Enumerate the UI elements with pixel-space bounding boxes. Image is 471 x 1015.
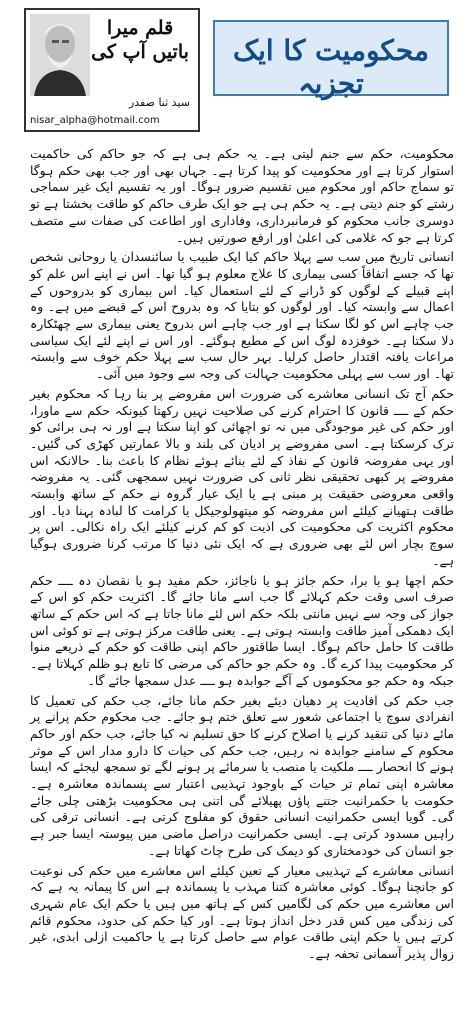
- author-email: nisar_alpha@hotmail.com: [30, 115, 160, 126]
- article-paragraph: انسانی تاریخ میں سب سے پہلا حاکم کیا ایک طبیب یا سائنسدان یا روحانی شخص تھا کہ جسے اتفاقاً کسی بیماری کا علاج معلوم ہو گیا تھا۔ اس نے اپنے اس علم کو اپنے قبیلے کے لوگوں کو ڈرانے کے لئے استعمال کیا۔ اس بیماری کو بدروحوں کے اعمال سے وابستہ کیا۔ اور لوگوں کو بتایا کہ وہ بدروح اس کے قبضے میں ہے۔ وہ جب چاہے اس کو لگا سکتا ہے اور جب چاہے اس بدروح یعنی بیماری سے چھٹکارہ دلا سکتا ہے۔ خوفزدہ لوگ اس کے مطیع ہوگئے۔ اور اس نے اپنے لئے ایک سیاسی مراعات یافتہ اقتدار حاصل کرلیا۔ بہر حال سب سے پہلا حکم خوف سے وابستہ تھا۔ اور سب سے پہلی محکومیت جہالت کی وجہ سے وجود میں آئی۔: [30, 249, 454, 382]
- headline-banner: [213, 20, 449, 100]
- author-portrait: [30, 14, 90, 96]
- article-headline: محکومیت کا ایک تجزیہ: [233, 34, 429, 100]
- series-title-line-1: قلم میرا: [106, 17, 174, 39]
- column-byline-box: [24, 8, 200, 132]
- article-paragraph: جب حکم کی افادیت پر دھیان دیئے بغیر حکم مانا جائے، جب حکم کی تعمیل کا انفرادی سوچ یا اجتماعی شعور سے تعلق ختم ہو جائے۔ جب محکوم حکم پرانے پر مائے دنیا کی تنقید کرنے یا اصلاح کرنے کا حق تسلیم نہ کیا جائے، جب حکم اور حاکم محکوم کے سامنے جوابدہ نہ رہیں، جب حکم کی حیات کا دارو مدار اس کے موثر ہونے کا انحصار ــــ ملکیت یا منصب یا سرمائے پر ہونے لگے تو سمجھ لیجئے کہ ایسا معاشرہ اپنی تمام تر حیات کے باوجود تہذیبی اعتبار سے پسماندہ معاشرہ ہے۔ حکومت یا حکمرانیت جتنے پاؤں پھیلائے گی اتنی ہی محکومیت بڑھتی چلی جائے گی۔ گویا ایسی حکمرانیت انسانی حقوق کو مفلوج کرتی ہے۔ انسانی ترقی کی راہیں مسدود کرتی ہے۔ ایسی حکمرانیت دراصل ماضی میں پیوستہ ایسا جبر ہے جو انسان کی خودمختاری کو دیمک کی طرح چاٹ کھاتا ہے۔: [30, 692, 454, 858]
- article-paragraph: محکومیت، حکم سے جنم لیتی ہے۔ یہ حکم ہی ہے کہ جو حاکم کی حاکمیت استوار کرتا ہے اور محکومیت کو پیدا کرتا ہے۔ جہاں بھی اور جب بھی حکم ہوگا تو سماج حاکم اور محکوم میں تقسیم ضرور ہوگا۔ اور یہ تقسیم ایک غیر سماجی رشتے کو جنم دیتی ہے۔ یہ حکم ہی ہے جو ایک طرف حاکم کو طاقت بخشتا ہے تو دوسری جانب محکوم کو فرمانبرداری، وفاداری اور اطاعت کی صفات سے متصف کرتا ہے جو کہ غلامی کی اعلیٰ اور ارفع صورتیں ہیں۔: [30, 146, 454, 245]
- article-paragraph: انسانی معاشرے کے تہذیبی معیار کے تعین کیلئے اس معاشرے میں حکم کی نوعیت کو جانچنا ہوگا۔ کوئی معاشرہ کتنا مہذب یا پسماندہ ہے اس کا پیمانہ یہ ہے کہ اس معاشرے میں حکم کی لگامیں کس کے ہاتھ میں ہیں یا حکم ایک عام شہری کی زندگی میں کس قدر دخل انداز ہوتا ہے۔ اور کیا حکم کی حدود، محکوم قائم کرتے ہیں یا حکم اپنی طاقت عوام سے حاصل کرتا ہے یا حاکمیت ازلی ابدی، غیر زوال پذیر آسمانی تحفہ ہے۔: [30, 862, 454, 962]
- author-portrait-image: [30, 14, 90, 96]
- author-name: سید ثنا صفدر: [128, 96, 190, 109]
- series-title-line-2: باتیں آپ کی: [91, 41, 189, 63]
- article-body: [30, 146, 454, 966]
- column-series-title: [88, 16, 192, 64]
- article-paragraph: حکم آج تک انسانی معاشرے کی ضرورت اس مفروضے پر بنا رہا کہ محکوم بغیر حکم کے ــــ قانون کا احترام کرنے کی صلاحیت نہیں رکھتا کیونکہ حکم سے ماورا، اور حکم کی غیر موجودگی میں نہ تو اچھائی کو اپنا سکتا ہے اور نہ ہی برائی کو ترک کرسکتا ہے۔ اسی مفروضے پر ادیان کی بلند و بالا عمارتیں کھڑی کی گئیں۔ اور یہی مفروضہ قانون کے نفاذ کے لئے بنائے ہوئے نظام کا باعث بنا۔ حالانکہ اس مفروضے پر کبھی تحقیقی نظر ثانی کی ضرورت نہیں سمجھی گئی۔ یہ مفروضہ واقعی معروضی حقیقت پر مبنی ہے یا ایک عیار گروہ نے حکم کے ساتھ وابستہ طاقت ہتھیانے کیلئے اس مفروضہ کو میتھولوجیکل یا کرامت کا لبادہ پہنا دیا۔ اور محکوم اکثریت کی محکومیت کی اذیت کو کم کرنے کیلئے ایک راہ نکالی۔ اس پر سوچ بچار اس لئے بھی ضروری ہے کہ ایک نئی دنیا کا مرتب کرنا ضروری ہوگیا ہے۔: [30, 385, 454, 568]
- article-paragraph: حکم اچھا ہو یا برا، حکم جائز ہو یا ناجائز، حکم مفید ہو یا نقصان دہ ــــ حکم صرف اسی وقت حکم کہلائے گا جب اسے مانا جائے گا۔ اکثریت حکم کو اس کے جواز کی وجہ سے نہیں مانتی بلکہ حکم اس لئے مانا جاتا ہے کہ اس حکم کے ساتھ ایک دھمکی آمیز طاقت وابستہ ہوتی ہے۔ یعنی طاقت مرکز ہوتی ہے تو کوئی اس طاقت کا حامل حاکم ہوگا۔ ایسا طاقتور حاکم اپنی طاقت کو حکم کے ذریعے منوا کر محکومیت پیدا کرے گا۔ وہ حکم جو حاکم کی مرضی کا تابع ہو ظلم کہلاتا ہے۔ جبکہ وہ حکم جو محکوموں کے آگے جوابدہ ہو ــــ عدل سمجھا جائے گا۔: [30, 572, 454, 688]
